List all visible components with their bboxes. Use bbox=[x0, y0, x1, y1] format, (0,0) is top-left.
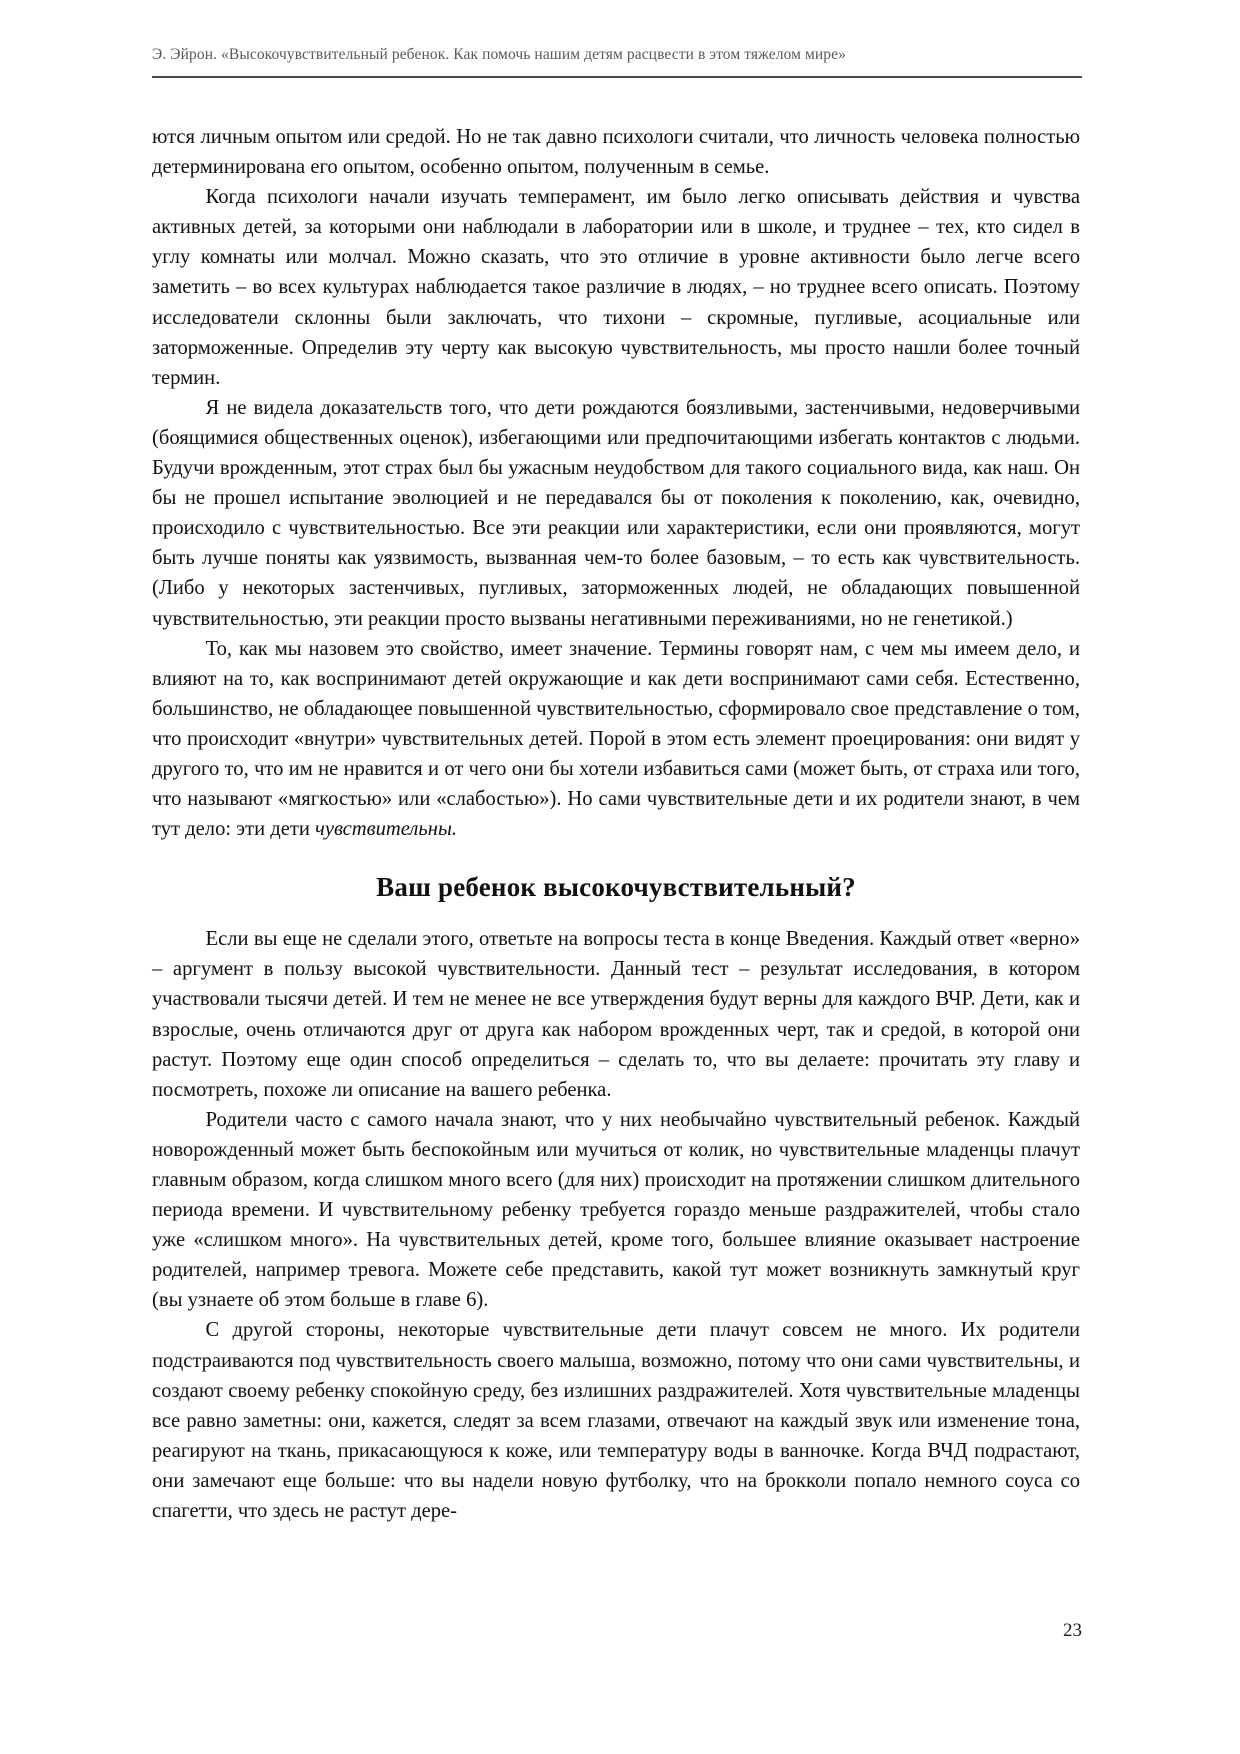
paragraph: ются личным опытом или средой. Но не так давно психологи считали, что личность человека полностью детерминирована его опытом, особенно опытом, полученным в семье. bbox=[152, 126, 1080, 179]
paragraph bbox=[152, 634, 1080, 845]
running-head-divider bbox=[152, 76, 1082, 78]
section-heading: Ваш ребенок высокочувствительный? bbox=[376, 872, 856, 903]
running-head: Э. Эйрон. «Высокочувствительный ребенок. Как помочь нашим детям расцвести в этом тяжелом мире» bbox=[152, 46, 846, 63]
paragraph: Если вы еще не сделали этого, ответьте на вопросы теста в конце Введения. Каждый ответ «верно» – аргумент в пользу высокой чувствительности. Данный тест – результат исследования, в котором участвовали тысячи детей. И тем не менее не все утверждения будут верны для каждого ВЧР. Дети, как и взрослые, очень отличаются друг от друга как набором врожденных черт, так и средой, в которой они растут. Поэтому еще один способ определиться – сделать то, что вы делаете: прочитать эту главу и посмотреть, похоже ли описание на вашего ребенка. bbox=[152, 928, 1080, 1101]
paragraph-text: То, как мы назовем это свойство, имеет значение. Термины говорят нам, с чем мы имеем дело, и влияют на то, как воспринимают детей окружающие и как дети воспринимают сами себя. Естественно, большинство, не обладающее повышенной чувствительностью, сформировало свое представление о том, что происходит «внутри» чувствительных детей. Порой в этом есть элемент проецирования: они видят у другого то, что им не нравится и от чего они бы хотели избавиться сами (может быть, от страха или того, что называют «мягкостью» или «слабостью»). Но сами чувствительные дети и их родители знают, в чем тут дело: эти дети bbox=[152, 637, 1080, 841]
paragraph: С другой стороны, некоторые чувствительные дети плачут совсем не много. Их родители подстраиваются под чувствительность своего малыша, возможно, потому что они сами чувствительны, и создают своему ребенку спокойную среду, без излишних раздражителей. Хотя чувствительные младенцы все равно заметны: они, кажется, следят за всем глазами, отвечают на каждый звук или изменение тона, реагируют на ткань, прикасающуюся к коже, или температуру воды в ванночке. Когда ВЧД подрастают, они замечают еще больше: что вы надели новую футболку, что на брокколи попало немного соуса со спагетти, что здесь не растут дере- bbox=[152, 1319, 1080, 1523]
paragraph: Когда психологи начали изучать темперамент, им было легко описывать действия и чувства активных детей, за которыми они наблюдали в лаборатории или в школе, и труднее – тех, кто сидел в углу комнаты или молчал. Можно сказать, что это отличие в уровне активности было легче всего заметить – во всех культурах наблюдается такое различие в людях, – но труднее всего описать. Поэтому исследователи склонны были заключать, что тихони – скромные, пугливые, асоциальные или заторможенные. Определив эту черту как высокую чувствительность, мы просто нашли более точный термин. bbox=[152, 186, 1080, 389]
paragraph-emphasis: чувствительны. bbox=[315, 818, 458, 841]
page-number: 23 bbox=[1063, 1620, 1082, 1641]
paragraph: Я не видела доказательств того, что дети рождаются боязливыми, застенчивыми, недоверчивыми (боящимися общественных оценок), избегающими или предпочитающими избегать контактов с людьми. Будучи врожденным, этот страх был бы ужасным неудобством для такого социального вида, как наш. Он бы не прошел испытание эволюцией и не передавался бы от поколения к поколению, как, очевидно, происходило с чувствительностью. Все эти реакции или характеристики, если они проявляются, могут быть лучше поняты как уязвимость, вызванная чем-то более базовым, – то есть как чувствительность. (Либо у некоторых застенчивых, пугливых, заторможенных людей, не обладающих повышенной чувствительностью, эти реакции просто вызваны негативными переживаниями, но не генетикой.) bbox=[152, 396, 1080, 630]
text-column bbox=[152, 122, 1080, 1526]
paragraph: Родители часто с самого начала знают, что у них необычайно чувствительный ребенок. Каждый новорожденный может быть беспокойным или мучиться от колик, но чувствительные младенцы плачут главным образом, когда слишком много всего (для них) происходит на протяжении слишком длительного периода времени. И чувствительному ребенку требуется гораздо меньше раздражителей, чтобы стало уже «слишком много». На чувствительных детей, кроме того, большее влияние оказывает настроение родителей, например тревога. Можете себе представить, какой тут может возникнуть замкнутый круг (вы узнаете об этом больше в главе 6). bbox=[152, 1108, 1080, 1312]
